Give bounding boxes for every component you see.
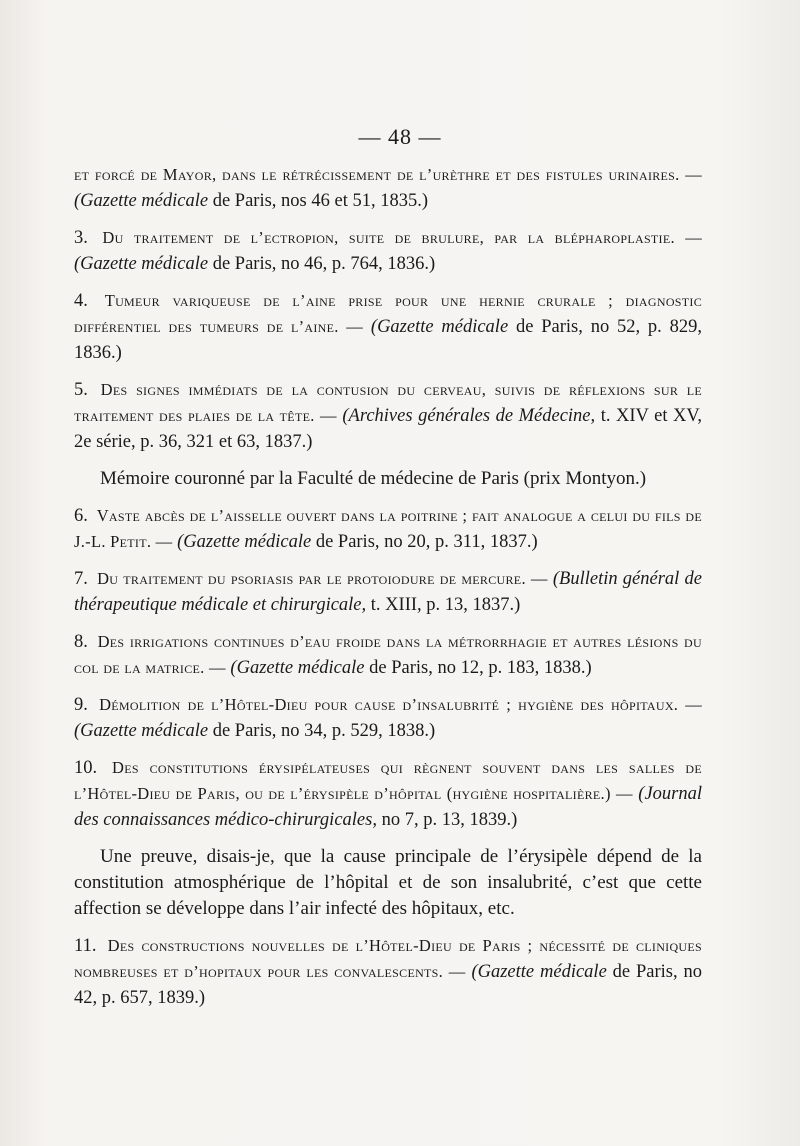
entry-number: 4. bbox=[74, 291, 88, 311]
entry-journal: (Gazette médicale bbox=[370, 317, 509, 337]
entry-number: 8. bbox=[74, 632, 88, 652]
entry-reference: de Paris, no 34, p. 529, 1838.) bbox=[212, 721, 436, 741]
entry-number: 3. bbox=[74, 228, 88, 248]
entry-number: 6. bbox=[74, 506, 88, 526]
quotation-note: Une preuve, disais-je, que la cause principale de l’érysipèle dépend de la constitution atmosphérique de l’hôpital et de son insalubrité, c’est que cette affection se développe dans l’air infecté des hôpitaux, etc. bbox=[74, 846, 702, 919]
entry-title: Du traitement du psoriasis par le protoiodure de mercure. — bbox=[97, 569, 548, 588]
entry-reference: de Paris, no 52, p. 829, 1836.) bbox=[74, 317, 702, 363]
entry-8 bbox=[74, 629, 702, 681]
entry-title: Vaste abcès de l’aisselle ouvert dans la poitrine ; fait analogue a celui du fils de J.-L. Petit. — bbox=[74, 506, 702, 551]
entry-9 bbox=[74, 692, 702, 744]
page-number: — 48 — bbox=[358, 124, 442, 149]
entry-reference: de Paris, no 12, p. 183, 1838.) bbox=[369, 658, 592, 678]
entry-reference: de Paris, no 20, p. 311, 1837.) bbox=[315, 532, 538, 552]
entry-6 bbox=[74, 503, 702, 555]
entry-number: 10. bbox=[74, 758, 98, 778]
entry-number: 9. bbox=[74, 695, 88, 715]
entry-7 bbox=[74, 566, 702, 618]
entry-5 bbox=[74, 377, 702, 455]
entry-title: Des constructions nouvelles de l’Hôtel-Dieu de Paris ; nécessité de cliniques nombreuses et d’hopitaux pour les convalescents. — bbox=[74, 936, 703, 981]
entry-journal: (Gazette médicale bbox=[177, 532, 312, 552]
entry-title: Des constitutions érysipélateuses qui règnent souvent dans les salles de l’Hôtel-Dieu de Paris, ou de l’érysipèle d’hôpital (hygiène hospitalière.) — bbox=[74, 758, 702, 803]
entry-journal: (Journal des connaissances médico-chirurgicales, bbox=[74, 784, 703, 830]
entry-4 bbox=[74, 288, 702, 366]
entry-journal: (Gazette médicale bbox=[230, 658, 365, 678]
entry-number: 7. bbox=[74, 569, 88, 589]
entry-11 bbox=[74, 933, 702, 1011]
entry-title: Du traitement de l’ectropion, suite de brulure, par la blépharoplastie. — bbox=[102, 228, 703, 247]
entry-journal: (Gazette médicale bbox=[74, 721, 209, 741]
entry-journal: (Archives générales de Médecine, bbox=[342, 406, 596, 426]
entry-reference: de Paris, no 42, p. 657, 1839.) bbox=[74, 962, 703, 1008]
entry-title: Tumeur variqueuse de l’aine prise pour une hernie crurale ; diagnostic différentiel des tumeurs de l’aine. — bbox=[74, 291, 702, 336]
award-note: Mémoire couronné par la Faculté de médecine de Paris (prix Montyon.) bbox=[100, 468, 647, 489]
entry-reference: t. XIII, p. 13, 1837.) bbox=[370, 595, 521, 615]
entry-title: Démolition de l’Hôtel-Dieu pour cause d’insalubrité ; hygiène des hôpitaux. — bbox=[99, 695, 703, 714]
entry-number: 5. bbox=[74, 380, 88, 400]
entry-continued bbox=[74, 162, 702, 214]
entry-title: et forcé de Mayor, dans le rétrécissement de l’urèthre et des fistules urinaires. — bbox=[74, 165, 702, 184]
entry-title: Des signes immédiats de la contusion du cerveau, suivis de réflexions sur le traitement des plaies de la tête. — bbox=[74, 380, 703, 425]
entry-title: Des irrigations continues d’eau froide dans la métrorrhagie et autres lésions du col de la matrice. — bbox=[74, 632, 702, 677]
bibliography-list bbox=[74, 162, 702, 1022]
entry-reference: t. XIV et XV, 2e série, p. 36, 321 et 63, 1837.) bbox=[74, 406, 703, 452]
entry-3 bbox=[74, 225, 702, 277]
entry-journal: (Gazette médicale bbox=[74, 254, 209, 274]
entry-reference: de Paris, no 46, p. 764, 1836.) bbox=[212, 254, 436, 274]
entry-journal: (Bulletin général de thérapeutique médicale et chirurgicale, bbox=[74, 569, 702, 615]
entry-10 bbox=[74, 755, 702, 833]
entry-reference: de Paris, nos 46 et 51, 1835.) bbox=[212, 191, 429, 211]
entry-reference: no 7, p. 13, 1839.) bbox=[381, 810, 518, 830]
entry-number: 11. bbox=[74, 936, 97, 956]
entry-journal: (Gazette médicale bbox=[471, 962, 607, 982]
entry-journal: (Gazette médicale bbox=[74, 191, 209, 211]
